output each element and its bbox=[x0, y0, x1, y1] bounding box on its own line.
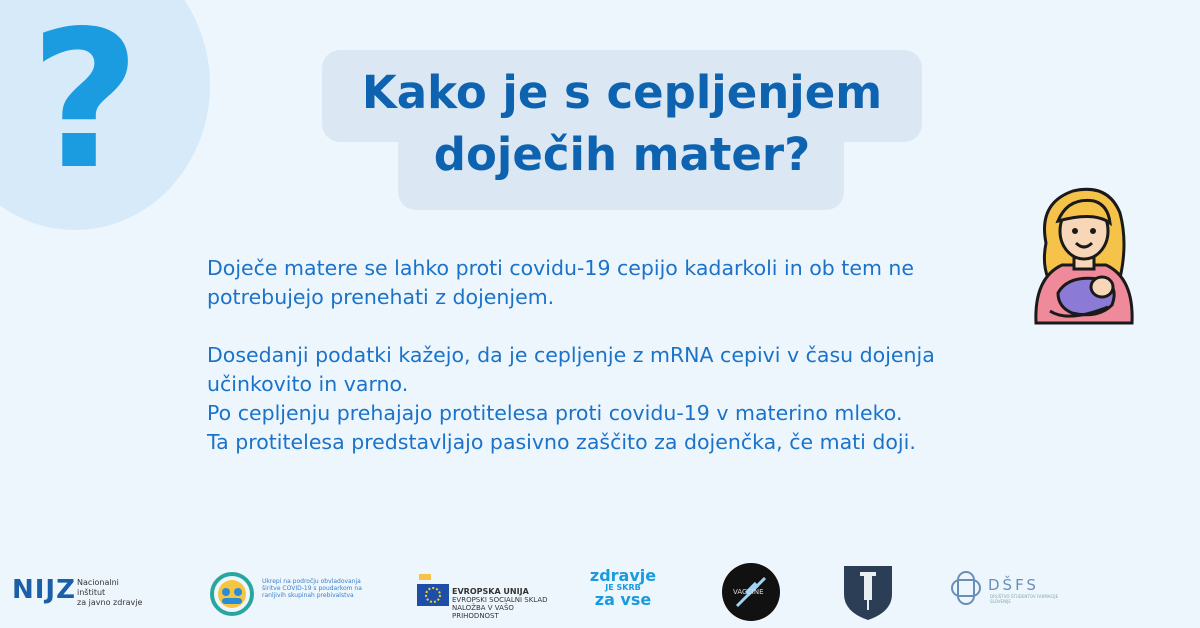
dsfs-logo-icon bbox=[948, 568, 984, 608]
paragraph-2-line-3: Po cepljenju prehajajo protitelesa proti covidu-19 v materino mleko. bbox=[207, 401, 903, 425]
eu-line-2: EVROPSKI SOCIALNI SKLAD bbox=[452, 596, 548, 604]
dsfs-subtitle: DRUŠTVO ŠTUDENTOV FARMACIJE SLOVENIJE bbox=[990, 594, 1059, 604]
covid-project-logo-icon bbox=[208, 568, 256, 618]
paragraph-gap bbox=[207, 312, 1047, 341]
nijz-logo: NIJZ bbox=[12, 575, 76, 605]
zdravje-line-3: za vse bbox=[594, 590, 652, 609]
zdravje-line-2: JE SKRB bbox=[605, 583, 641, 592]
nijz-subtitle-line-1: Nacionalni inštitut bbox=[77, 578, 119, 597]
vaccine-text: VACCINE bbox=[733, 588, 764, 596]
dsfs-text: DŠFS bbox=[988, 576, 1039, 594]
paragraph-2-line-2: učinkovito in varno. bbox=[207, 372, 409, 396]
eu-text bbox=[452, 588, 552, 620]
paragraph-2-line-1: Dosedanji podatki kažejo, da je cepljenje z mRNA cepivi v času dojenja bbox=[207, 343, 935, 367]
title-line-1: Kako je s cepljenjem bbox=[361, 66, 883, 119]
eu-flag-icon bbox=[417, 574, 449, 608]
paragraph-1-line-2: potrebujejo prenehati z dojenjem. bbox=[207, 285, 555, 309]
paragraph-1-line-1: Doječe matere se lahko proti covidu-19 cepijo kadarkoli in ob tem ne bbox=[207, 256, 915, 280]
eu-line-1: EVROPSKA UNIJA bbox=[452, 587, 529, 596]
zdravje-line-1: zdravje bbox=[589, 566, 657, 585]
eu-line-3: NALOŽBA V VAŠO PRIHODNOST bbox=[452, 604, 514, 620]
nijz-subtitle bbox=[77, 578, 147, 608]
zdravje-logo bbox=[588, 568, 658, 607]
nijz-subtitle-line-2: za javno zdravje bbox=[77, 598, 143, 607]
paragraph-2-line-4: Ta protitelesa predstavljajo pasivno zaščito za dojenčka, če mati doji. bbox=[207, 430, 916, 454]
page-title bbox=[322, 62, 922, 186]
syringe-shield-icon bbox=[840, 560, 896, 622]
question-mark-icon: ? bbox=[30, 0, 141, 211]
covid-project-text: Ukrepi na področju obvladovanja širitve COVID-19 s poudarkom na ranljivih skupinah prebivalstva bbox=[262, 578, 362, 599]
body-text bbox=[207, 254, 1047, 457]
title-line-2: doječih mater? bbox=[433, 128, 811, 181]
